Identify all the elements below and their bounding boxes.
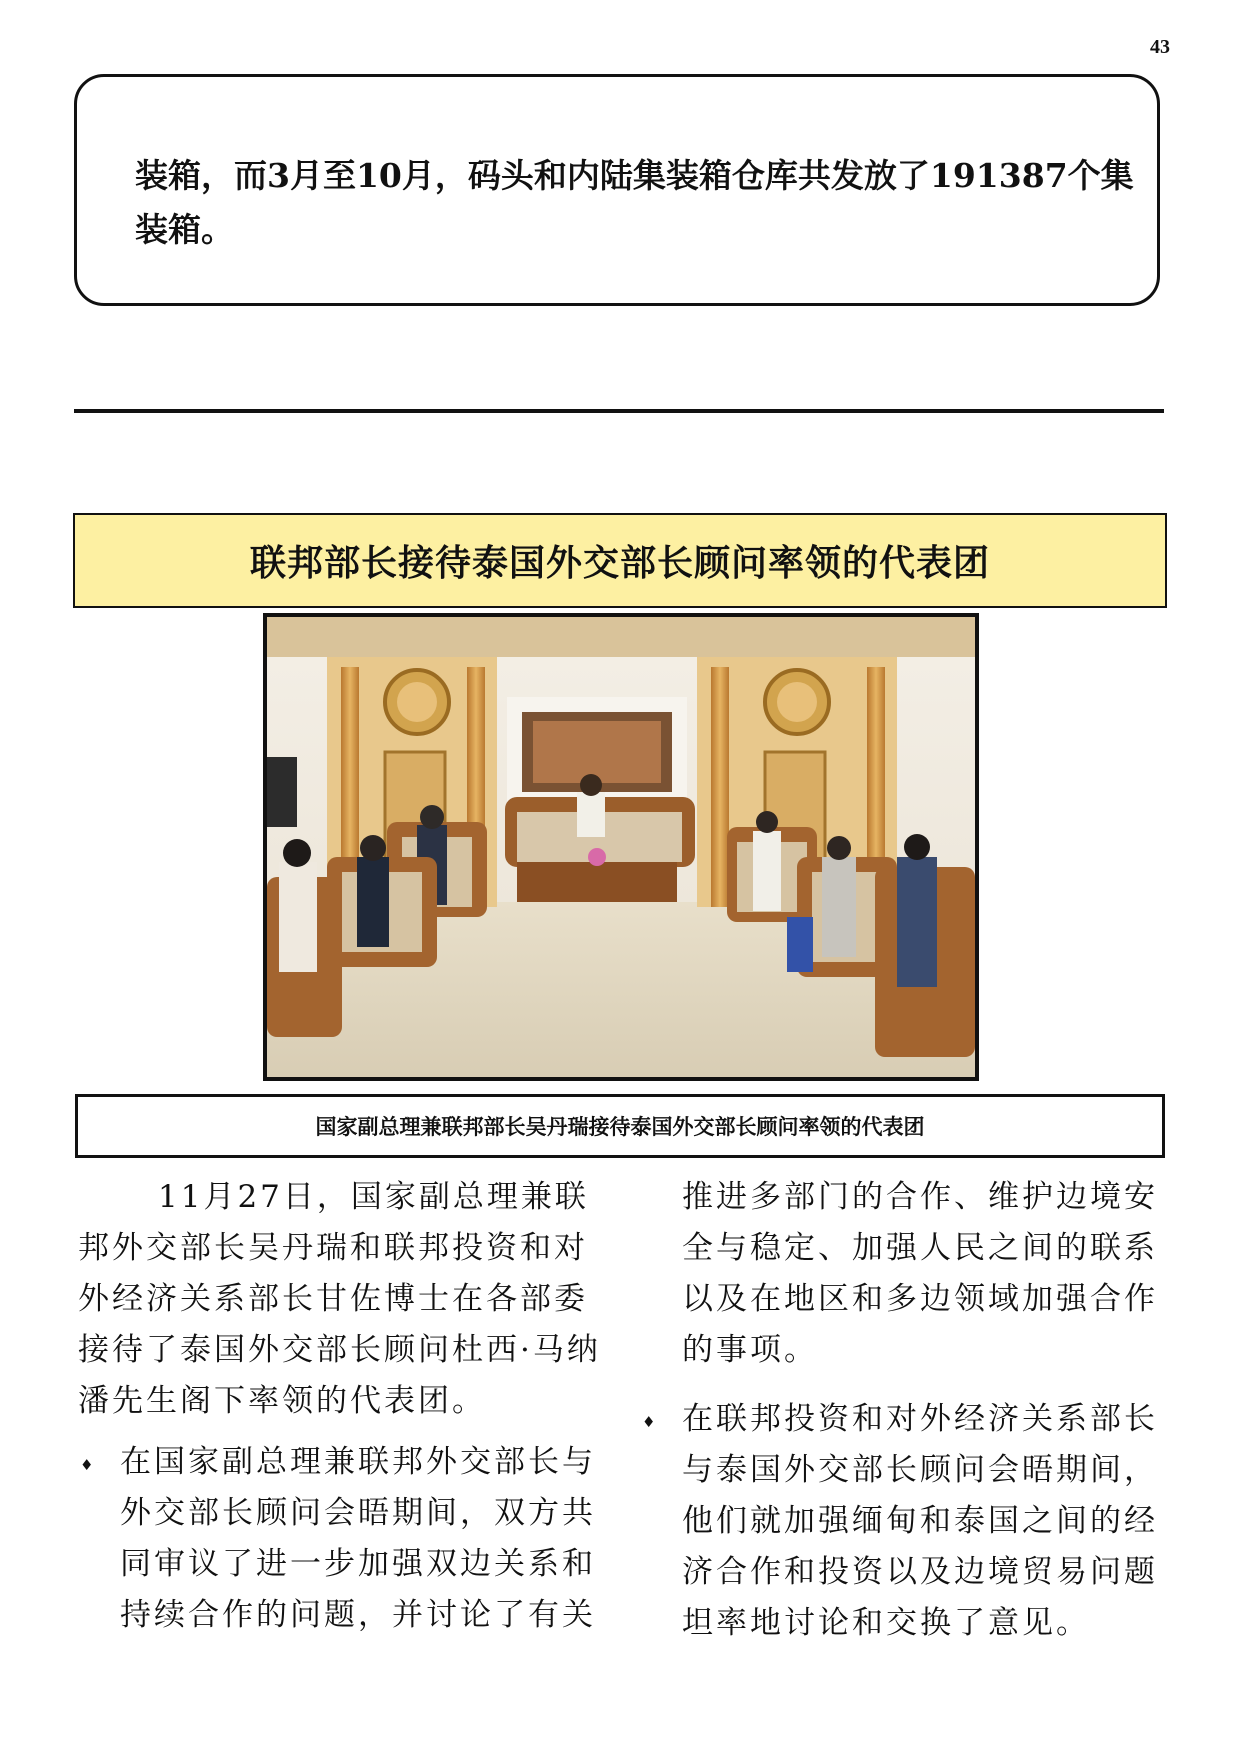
- bullet-continuation: 推进多部门的合作、维护边境安全与稳定、加强人民之间的联系以及在地区和多边领域加强合作的事项。: [682, 1179, 1158, 1368]
- section-divider: [74, 409, 1164, 413]
- headline-banner: [73, 513, 1167, 608]
- bullet-item: [640, 1394, 1170, 1649]
- left-column: [78, 1172, 608, 1641]
- right-column: [640, 1172, 1170, 1649]
- photo-caption: 国家副总理兼联邦部长吴丹瑞接待泰国外交部长顾问率领的代表团: [315, 1114, 925, 1139]
- bullet-text: 在联邦投资和对外经济关系部长与泰国外交部长顾问会晤期间，他们就加强缅甸和泰国之间的经济合作和投资以及边境贸易问题坦率地讨论和交换了意见。: [682, 1401, 1158, 1641]
- bullet-text: 在国家副总理兼联邦外交部长与外交部长顾问会晤期间，双方共同审议了进一步加强双边关系和持续合作的问题，并讨论了有关: [120, 1444, 596, 1633]
- continued-text-box: [74, 74, 1160, 306]
- diamond-bullet-icon: ♦: [642, 1413, 659, 1431]
- bullet-item: [78, 1437, 608, 1641]
- diamond-bullet-icon: ♦: [80, 1456, 97, 1474]
- article-headline: 联邦部长接待泰国外交部长顾问率领的代表团: [249, 542, 990, 584]
- meeting-photo-illustration: [267, 617, 975, 1077]
- intro-paragraph: 11月27日，国家副总理兼联邦外交部长吴丹瑞和联邦投资和对外经济关系部长甘佐博士在各部委接待了泰国外交部长顾问杜西·马纳潘先生阁下率领的代表团。: [78, 1179, 601, 1419]
- page-number: 43: [1150, 36, 1170, 58]
- photo-caption-box: [75, 1094, 1165, 1158]
- continued-text: 装箱，而3月至10月，码头和内陆集装箱仓库共发放了191387个集装箱。: [135, 156, 1134, 249]
- meeting-photo: [263, 613, 979, 1081]
